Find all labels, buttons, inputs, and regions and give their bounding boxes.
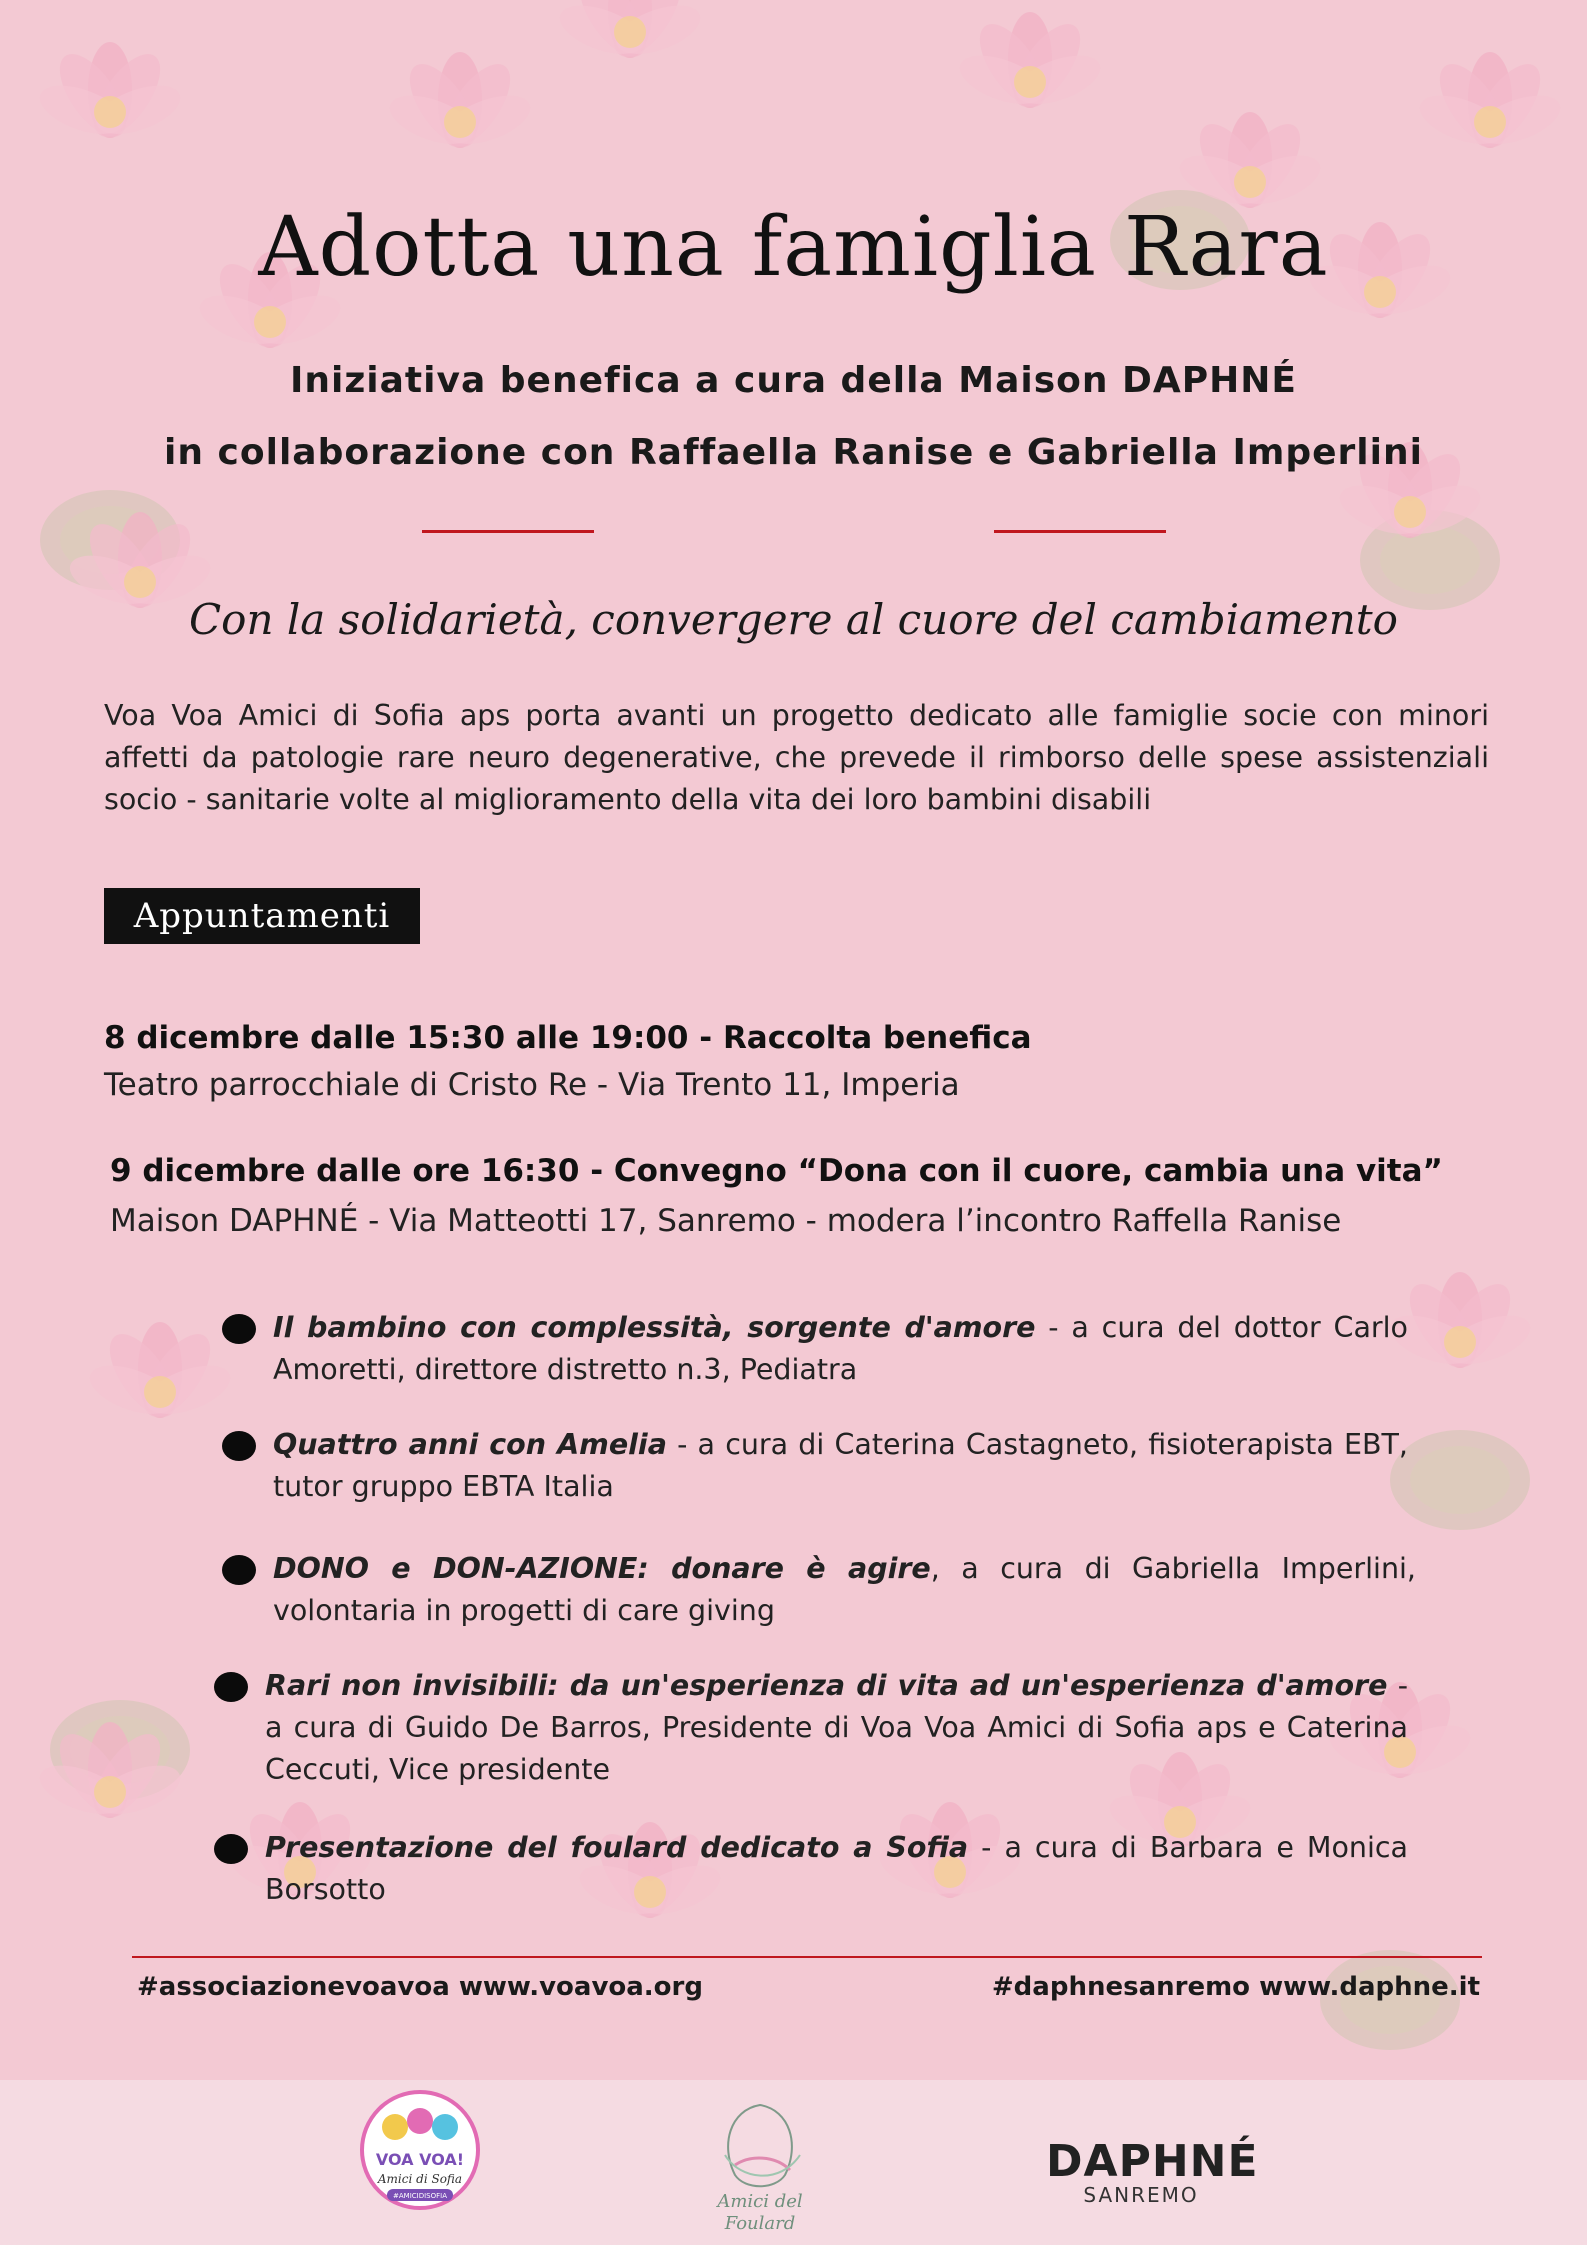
subtitle-line-2: in collaborazione con Raffaella Ranise e Gabriella Imperlini <box>164 432 1423 473</box>
bullet-icon <box>214 1672 248 1702</box>
daphne-logo-name: DAPHNÉ <box>1046 2136 1259 2187</box>
bullet-icon <box>222 1314 256 1344</box>
talk-4-title: Rari non invisibili: da un'esperienza di vita ad un'esperienza d'amore <box>265 1669 1388 1702</box>
daphne-logo <box>1046 2136 1259 2207</box>
talk-5-desc: - a cura di Barbara e Monica Borsotto <box>265 1831 1408 1906</box>
talk-item-5 <box>265 1827 1408 1911</box>
talk-1-desc: - a cura del dottor Carlo Amoretti, direttore distretto n.3, Pediatra <box>273 1311 1408 1386</box>
talk-item-2 <box>273 1424 1408 1508</box>
event-1-title: 8 dicembre dalle 15:30 alle 19:00 - Raccolta benefica <box>104 1020 1032 1056</box>
bullet-icon <box>214 1834 248 1864</box>
divider-right <box>994 530 1166 533</box>
event-1-place: Teatro parrocchiale di Cristo Re - Via Trento 11, Imperia <box>104 1067 960 1103</box>
voavoa-logo-hashtag: #AMICIDISOFIA <box>393 2192 447 2200</box>
bullet-icon <box>222 1431 256 1461</box>
voavoa-logo <box>355 2085 485 2215</box>
bottom-divider <box>132 1956 1482 1958</box>
talk-item-3 <box>273 1548 1416 1632</box>
event-2-title: 9 dicembre dalle ore 16:30 - Convegno “Dona con il cuore, cambia una vita” <box>110 1153 1443 1189</box>
foulard-logo-line2: Foulard <box>724 2213 796 2234</box>
hashtag-voavoa-link[interactable]: #associazionevoavoa www.voavoa.org <box>137 1972 703 2002</box>
voavoa-logo-sub: Amici di Sofia <box>377 2172 463 2186</box>
talk-3-title: DONO e DON-AZIONE: donare è agire <box>273 1552 931 1585</box>
talk-2-desc: - a cura di Caterina Castagneto, fisioterapista EBT, tutor gruppo EBTA Italia <box>273 1428 1408 1503</box>
appointments-label: Appuntamenti <box>104 888 420 944</box>
subtitle-line-1: Iniziativa benefica a cura della Maison DAPHNÉ <box>289 360 1297 401</box>
voavoa-logo-name: VOA VOA! <box>375 2150 465 2169</box>
hashtag-daphne-link[interactable]: #daphnesanremo www.daphne.it <box>991 1972 1480 2002</box>
daphne-logo-city: SANREMO <box>1083 2183 1199 2207</box>
amici-del-foulard-logo <box>690 2095 830 2235</box>
talk-3-desc: , a cura di Gabriella Imperlini, volontaria in progetti di care giving <box>273 1552 1416 1627</box>
tagline: Con la solidarietà, convergere al cuore del cambiamento <box>189 595 1398 644</box>
talk-4-desc: - a cura di Guido De Barros, Presidente di Voa Voa Amici di Sofia aps e Caterina Ceccuti, Vice presidente <box>265 1669 1409 1786</box>
intro-paragraph: Voa Voa Amici di Sofia aps porta avanti un progetto dedicato alle famiglie socie con minori affetti da patologie rare neuro degenerative, che prevede il rimborso delle spese assistenziali socio - sanitarie volte al miglioramento della vita dei loro bambini disabili <box>104 699 1489 816</box>
talk-item-1 <box>273 1307 1408 1391</box>
page-title: Adotta una famiglia Rara <box>258 200 1329 295</box>
divider-left <box>422 530 594 533</box>
talk-2-title: Quattro anni con Amelia <box>273 1428 667 1461</box>
bullet-icon <box>222 1555 256 1585</box>
talk-1-title: Il bambino con complessità, sorgente d'amore <box>273 1311 1036 1344</box>
talk-5-title: Presentazione del foulard dedicato a Sofia <box>265 1831 969 1864</box>
foulard-logo-line1: Amici del <box>717 2191 803 2212</box>
event-2-place: Maison DAPHNÉ - Via Matteotti 17, Sanremo - modera l’incontro Raffella Ranise <box>110 1203 1342 1239</box>
talk-item-4 <box>265 1665 1408 1791</box>
